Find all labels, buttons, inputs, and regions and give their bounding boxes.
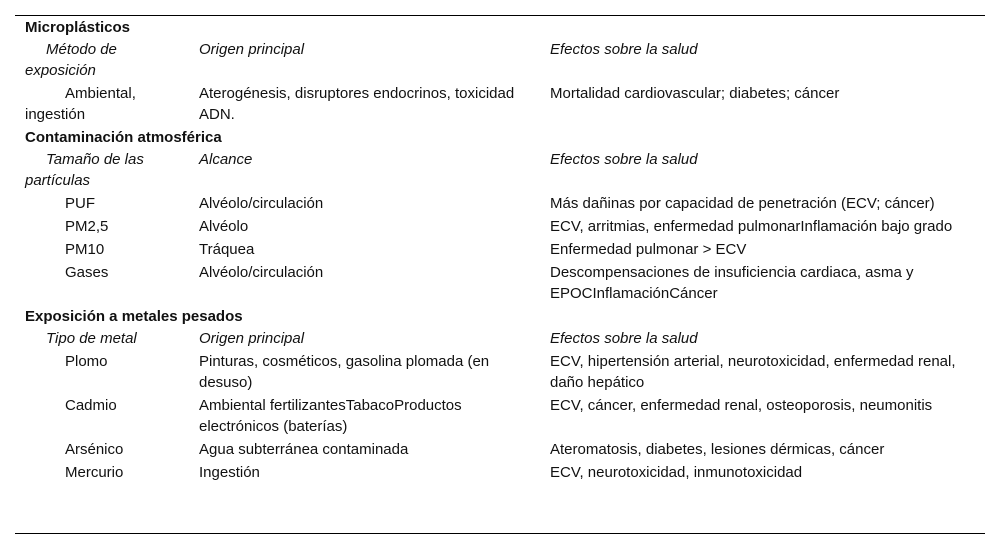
table-cell: Mortalidad cardiovascular; diabetes; cáncer: [550, 85, 840, 102]
table-row: [20, 261, 985, 305]
table-cell: Mercurio: [65, 464, 124, 481]
table-row: [20, 438, 985, 461]
column-header: Origen principal: [199, 330, 305, 347]
table-cell: Alvéolo/circulación: [199, 264, 324, 281]
table-cell: ECV, arritmias, enfermedad pulmonarInflamación bajo grado: [550, 218, 953, 235]
table-cell: Aterogénesis, disruptores endocrinos, toxicidad ADN.: [199, 85, 515, 123]
table-cell: Ambiental fertilizantesTabacoProductos electrónicos (baterías): [199, 397, 462, 435]
table-row: [20, 350, 985, 394]
section-title: Contaminación atmosférica: [25, 129, 222, 146]
table-cell: Plomo: [65, 353, 108, 370]
table-cell: Más dañinas por capacidad de penetración (ECV; cáncer): [550, 195, 935, 212]
section-title: Exposición a metales pesados: [25, 308, 243, 325]
column-header: Efectos sobre la salud: [550, 41, 698, 58]
table-row: [20, 238, 985, 261]
table-cell: Alvéolo: [199, 218, 249, 235]
table-cell: Ateromatosis, diabetes, lesiones dérmicas, cáncer: [550, 441, 885, 458]
table-cell: ECV, cáncer, enfermedad renal, osteoporosis, neumonitis: [550, 397, 933, 414]
column-header: Tipo de metal: [46, 330, 137, 347]
table-cell: Cadmio: [65, 397, 117, 414]
section-title-row: [20, 126, 985, 148]
column-header-row: [20, 327, 985, 350]
column-header: Efectos sobre la salud: [550, 151, 698, 168]
section-title-row: [20, 305, 985, 327]
column-header: Alcance: [199, 151, 253, 168]
table-cell: Enfermedad pulmonar > ECV: [550, 241, 747, 258]
column-header-row: [20, 38, 985, 82]
table-cell: PM2,5: [65, 218, 109, 235]
table-cell: Ambiental, ingestión: [25, 85, 136, 123]
table-cell: Descompensaciones de insuficiencia cardiaca, asma y EPOCInflamaciónCáncer: [550, 264, 914, 302]
table-cell: Pinturas, cosméticos, gasolina plomada (en desuso): [199, 353, 490, 391]
table-row: [20, 461, 985, 484]
table-cell: PM10: [65, 241, 105, 258]
table-row: [20, 394, 985, 438]
table-cell: Agua subterránea contaminada: [199, 441, 409, 458]
table-row: [20, 215, 985, 238]
table-cell: Tráquea: [199, 241, 255, 258]
table-cell: ECV, neurotoxicidad, inmunotoxicidad: [550, 464, 803, 481]
table-cell: PUF: [65, 195, 95, 212]
health-exposure-table: [20, 16, 985, 484]
column-header: Origen principal: [199, 41, 305, 58]
column-header-row: [20, 148, 985, 192]
table-cell: Alvéolo/circulación: [199, 195, 324, 212]
table-row: [20, 82, 985, 126]
column-header: Efectos sobre la salud: [550, 330, 698, 347]
table-cell: ECV, hipertensión arterial, neurotoxicidad, enfermedad renal, daño hepático: [550, 353, 956, 391]
section-title: Microplásticos: [25, 19, 131, 36]
section-title-row: [20, 16, 985, 38]
table-cell: Arsénico: [65, 441, 124, 458]
table-row: [20, 192, 985, 215]
column-header: Método de exposición: [25, 41, 117, 79]
table-cell: Gases: [65, 264, 109, 281]
table-cell: Ingestión: [199, 464, 260, 481]
table-bottom-rule: [15, 533, 985, 534]
column-header: Tamaño de las partículas: [25, 151, 144, 189]
